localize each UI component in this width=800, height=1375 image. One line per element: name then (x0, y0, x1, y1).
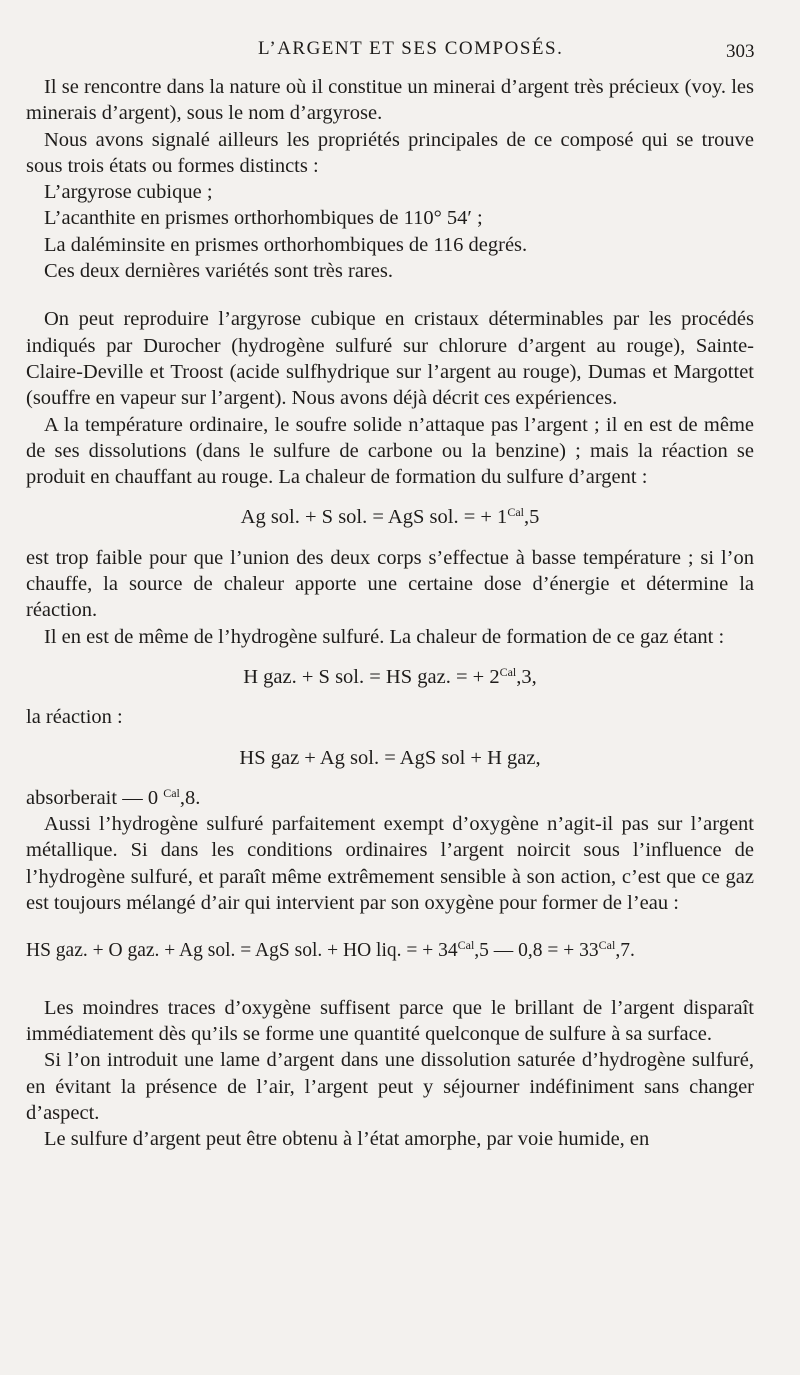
paragraph: Aussi l’hydrogène sulfuré parfaitement exempt d’oxygène n’agit-il pas sur l’argent métallique. Si dans les conditions ordinaires l’argent noircit sous l’influence de l’hydrogène sulfuré, et paraît même extrêmement sensible à son action, c’est que ce gaz est toujours mélangé d’air qui intervient par son oxygène pour former de l’eau : (26, 813, 754, 915)
paragraph-value: ,8. (179, 786, 201, 809)
equation-unit: Cal (457, 938, 475, 953)
paragraph: Il se rencontre dans la nature où il constitue un minerai d’argent très précieux (voy. les minerais d’argent), sous le nom d’argyrose. (26, 76, 754, 125)
equation (26, 938, 754, 964)
paragraph (26, 785, 754, 811)
equation-unit: Cal (499, 664, 517, 679)
equation-text: H gaz. + S sol. = HS gaz. = + 2 (243, 665, 500, 688)
header-title: L’ARGENT ET SES COMPOSÉS. (258, 38, 564, 59)
equation-unit: Cal (598, 938, 616, 953)
paragraph: Si l’on introduit une lame d’argent dans une dissolution saturée d’hydrogène sulfuré, en évitant la présence de l’air, l’argent peut y séjourner indéfiniment sans changer d’aspect. (26, 1049, 754, 1124)
equation: HS gaz + Ag sol. = AgS sol + H gaz, (239, 746, 541, 769)
list-item: La daléminsite en prismes orthorhombiques de 116 degrés. (44, 233, 528, 256)
equation-value: ,3, (516, 665, 537, 688)
paragraph: On peut reproduire l’argyrose cubique en cristaux déterminables par les procédés indiqués par Durocher (hydrogène sulfuré sur chlorure d’argent au rouge), Sainte-Claire-Deville et Troost (acide sulfhydrique sur l’argent au rouge), Dumas et Margottet (souffre en vapeur sur l’argent). Nous avons déjà décrit ces expériences. (26, 308, 754, 410)
page-body (26, 74, 754, 1152)
equation-text: Ag sol. + S sol. = AgS sol. = + 1 (240, 506, 508, 529)
paragraph-text: absorberait — 0 (26, 786, 164, 809)
equation-unit: Cal (507, 505, 524, 520)
equation-text: ,5 — 0,8 = + 33 (474, 940, 599, 962)
list-item: Ces deux dernières variétés sont très rares. (44, 260, 393, 283)
equation-unit: Cal (163, 785, 180, 800)
page-number: 303 (726, 41, 755, 62)
variety-list (26, 179, 754, 284)
paragraph: Le sulfure d’argent peut être obtenu à l’état amorphe, par voie humide, en (44, 1128, 650, 1151)
running-header (0, 38, 800, 68)
paragraph: Il en est de même de l’hydrogène sulfuré. La chaleur de formation de ce gaz étant : (44, 625, 725, 648)
equation (26, 664, 754, 690)
equation-value: ,5 (523, 506, 540, 529)
paragraph: Nous avons signalé ailleurs les propriétés principales de ce composé qui se trouve sous trois états ou formes distincts : (26, 128, 754, 177)
equation (26, 504, 754, 530)
paragraph: Les moindres traces d’oxygène suffisent parce que le brillant de l’argent disparaît immédiatement dès qu’ils se forme une quantité quelconque de sulfure à sa surface. (26, 996, 754, 1045)
equation-value: ,7. (615, 940, 635, 962)
list-item: L’argyrose cubique ; (44, 181, 213, 204)
list-item: L’acanthite en prismes orthorhombiques de 110° 54′ ; (44, 207, 483, 230)
equation-text: HS gaz. + O gaz. + Ag sol. = AgS sol. + HO liq. = + 34 (26, 940, 458, 962)
paragraph: la réaction : (26, 706, 123, 729)
paragraph: est trop faible pour que l’union des deux corps s’effectue à basse température ; si l’on chauffe, la source de chaleur apporte une certaine dose d’énergie et détermine la réaction. (26, 546, 754, 622)
paragraph: A la température ordinaire, le soufre solide n’attaque pas l’argent ; il en est de même de ses dissolutions (dans le sulfure de carbone ou la benzine) ; mais la réaction se produit en chauffant au rouge. La chaleur de formation du sulfure d’argent : (26, 413, 754, 489)
